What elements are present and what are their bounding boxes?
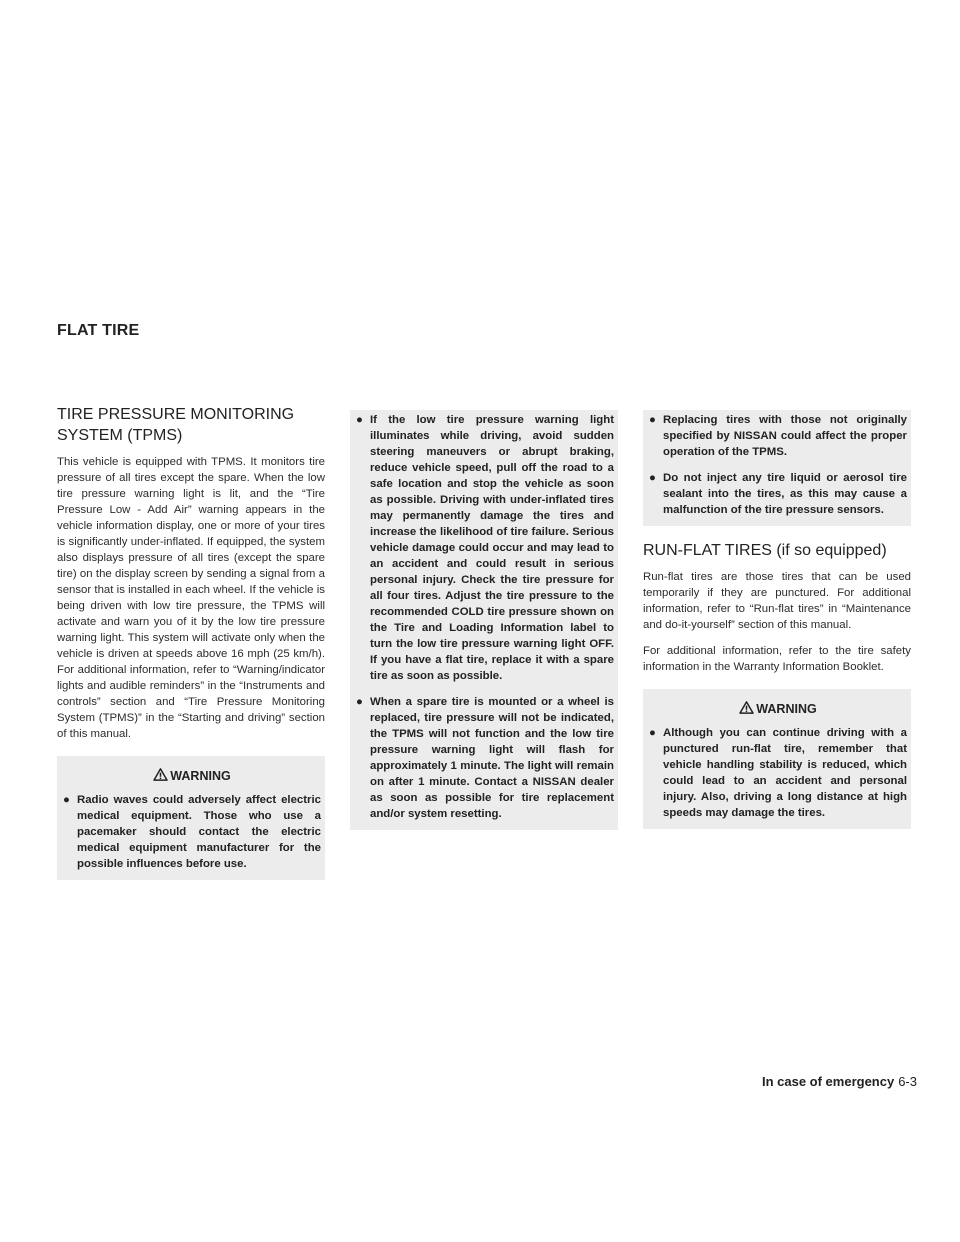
warning-item-text: Radio waves could adversely affect electric medical equipment. Those who use a pacemaker should contact the electric medical equipment manufacturer for the possible influences before use. [77, 794, 321, 870]
warning-heading [649, 701, 907, 717]
footer-section-name: In case of emergency [761, 1074, 895, 1089]
warning-triangle-icon [153, 768, 168, 781]
page-footer [762, 1074, 917, 1089]
tpms-heading [57, 404, 325, 446]
warning-item-text: When a spare tire is mounted or a wheel is replaced, tire pressure will not be indicated, the TPMS will not function and the low tire pressure warning light will flash for approximately 1 minute. The light will remain on after 1 minute. Contact a NISSAN dealer as soon as possible for tire replacement and/or system resetting. [370, 696, 614, 820]
warning-item-text: Although you can continue driving with a punctured run-flat tire, remember that vehicle handling stability is reduced, which could lead to an accident and personal injury. Also, driving a long distance at high speeds may damage the tires. [663, 727, 907, 819]
tpms-heading-line1: TIRE PRESSURE MONITORING [57, 406, 295, 423]
bullet-dot: ● [649, 472, 656, 484]
warning-item-text: Do not inject any tire liquid or aerosol tire sealant into the tires, as this may cause a malfunction of the tire pressure sensors. [663, 472, 907, 516]
warning-label: WARNING [756, 702, 817, 716]
warning-item [356, 412, 614, 684]
warning-triangle-icon [739, 701, 754, 714]
warning-item-text: Replacing tires with those not originally specified by NISSAN could affect the proper operation of the TPMS. [663, 414, 907, 458]
warning-box-1-end [643, 410, 911, 526]
bullet-dot: ● [649, 727, 656, 739]
page-number: 6-3 [898, 1074, 917, 1089]
warning-item [649, 470, 907, 518]
warning-item-text: If the low tire pressure warning light illuminates while driving, avoid sudden steering maneuvers or abrupt braking, reduce vehicle speed, pull off the road to a safe location and stop the vehicle as soon as possible. Driving with under-inflated tires may permanently damage the tires and increase the likelihood of tire failure. Serious vehicle damage could occur and may lead to an accident and could result in serious personal injury. Check the tire pressure for all four tires. Adjust the tire pressure to the recommended COLD tire pressure shown on the Tire and Loading Information label to turn the low tire pressure warning light OFF. If you have a flat tire, replace it with a spare tire as soon as possible. [370, 414, 614, 682]
warning-item [649, 412, 907, 460]
bullet-dot: ● [356, 414, 363, 426]
warning-box-1 [57, 756, 325, 880]
warning-label: WARNING [170, 769, 231, 783]
warning-item [63, 792, 321, 872]
section-title: FLAT TIRE [57, 322, 140, 339]
warning-item [356, 694, 614, 822]
warning-item [649, 725, 907, 821]
runflat-heading: RUN-FLAT TIRES (if so equipped) [643, 542, 887, 559]
warning-heading [63, 768, 321, 784]
column-1 [57, 404, 325, 880]
column-3 [643, 410, 911, 829]
runflat-para-2: For additional information, refer to the tire safety information in the Warranty Information Booklet. [643, 645, 911, 673]
runflat-para-1: Run-flat tires are those tires that can be used temporarily if they are punctured. For additional information, refer to “Run-flat tires” in “Maintenance and do-it-yourself” section of this manual. [643, 571, 911, 631]
warning-box-2 [643, 689, 911, 829]
tpms-heading-line2: SYSTEM (TPMS) [57, 427, 183, 444]
bullet-dot: ● [356, 696, 363, 708]
tpms-body: This vehicle is equipped with TPMS. It monitors tire pressure of all tires except the spare. When the low tire pressure warning light is lit, and the “Tire Pressure Low - Add Air” warning appears in the vehicle information display, one or more of your tires is significantly under-inflated. If equipped, the system also displays pressure of all tires (except the spare tire) on the display screen by sending a signal from a sensor that is installed in each wheel. If the vehicle is being driven with low tire pressure, the TPMS will activate and warn you of it by the low tire pressure warning light. This system will activate only when the vehicle is driven at speeds above 16 mph (25 km/h). For additional information, refer to “Warning/indicator lights and audible reminders” in the “Instruments and controls” section and “Tire Pressure Monitoring System (TPMS)” in the “Starting and driving” section of this manual. [57, 456, 325, 740]
bullet-dot: ● [63, 794, 70, 806]
warning-box-1-continued [350, 410, 618, 830]
bullet-dot: ● [649, 414, 656, 426]
column-2 [350, 410, 618, 830]
